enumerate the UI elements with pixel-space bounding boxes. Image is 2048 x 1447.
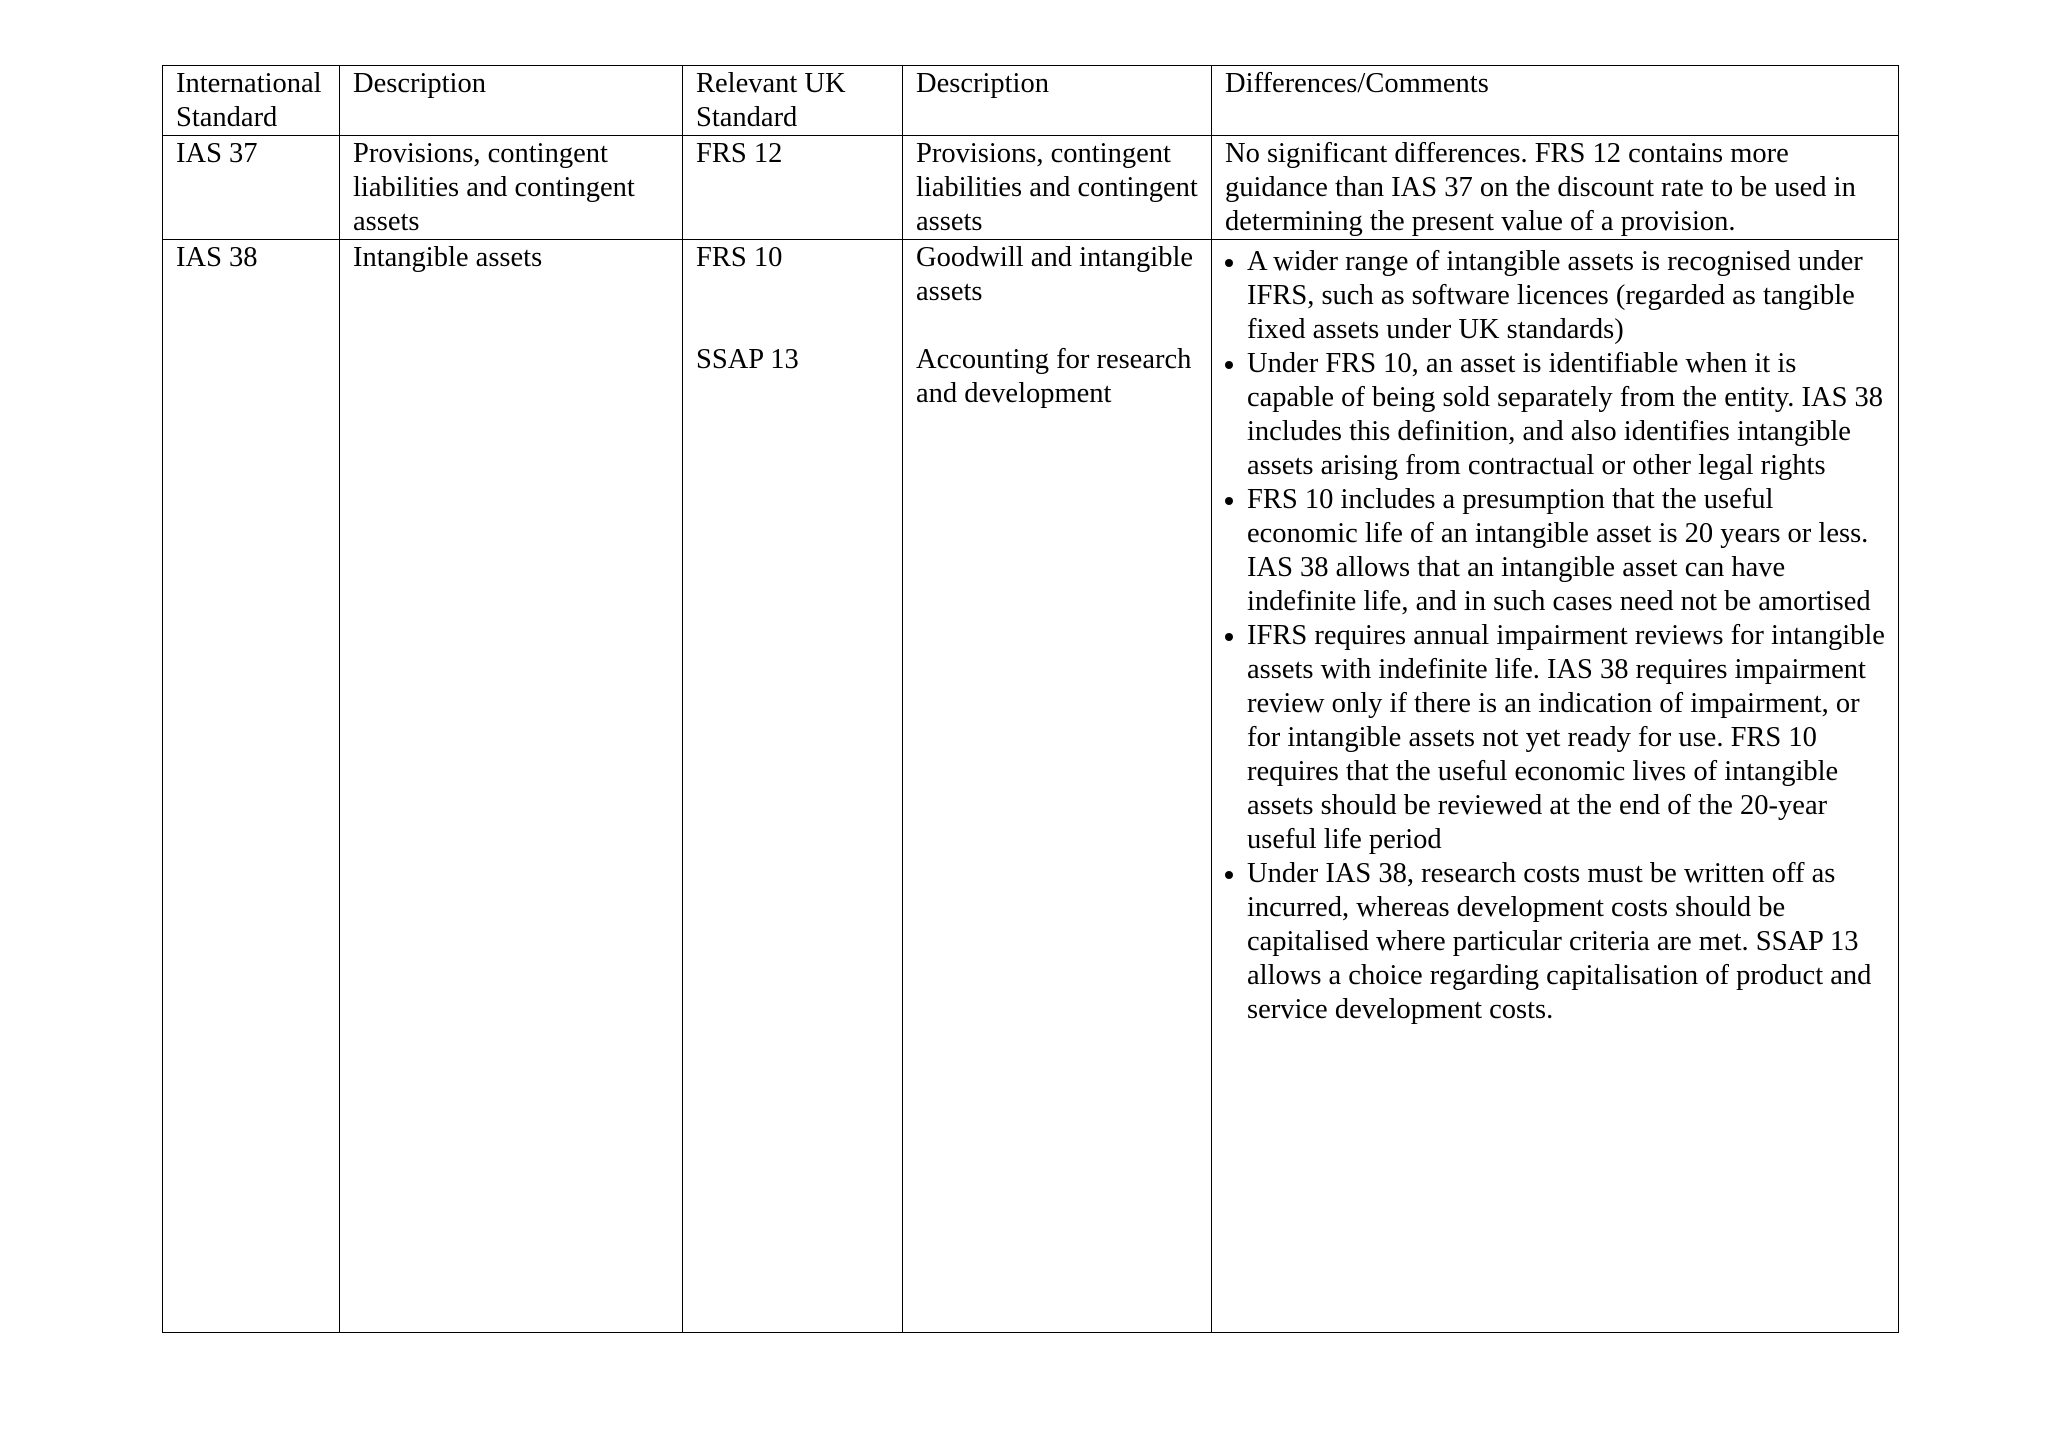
- list-item: [1225, 483, 1886, 619]
- uk-standard-cell: [683, 136, 903, 240]
- uk-standard-description: Goodwill and intangible assets: [916, 242, 1194, 307]
- uk-description-cell: [903, 136, 1212, 240]
- header-international-standard: International Standard: [163, 66, 340, 136]
- bullet-icon: [1225, 259, 1233, 267]
- uk-standard-description: Accounting for research and development: [916, 344, 1192, 409]
- bullet-icon: [1225, 633, 1233, 641]
- uk-standard-code: FRS 10: [696, 242, 783, 273]
- header-differences-comments: Differences/Comments: [1212, 66, 1899, 136]
- comment-bullet-text: Under IAS 38, research costs must be written off as incurred, whereas development costs should be capitalised where particular criteria are met. SSAP 13 allows a choice regarding capitalisation of product and service development costs.: [1247, 858, 1872, 1025]
- comment-bullet-text: Under FRS 10, an asset is identifiable when it is capable of being sold separately from the entity. IAS 38 includes this definition, and also identifies intangible assets arising from contractual or other legal rights: [1247, 348, 1884, 481]
- bullet-icon: [1225, 361, 1233, 369]
- comment-bullet-text: A wider range of intangible assets is recognised under IFRS, such as software licences (regarded as tangible fixed assets under UK standards): [1247, 246, 1863, 345]
- uk-standard-code: SSAP 13: [696, 344, 799, 375]
- standards-comparison-table: [162, 65, 1899, 1333]
- list-item: [1225, 857, 1886, 1027]
- comment-bullet-list: [1225, 245, 1886, 1027]
- header-relevant-uk-standard: Relevant UK Standard: [683, 66, 903, 136]
- comment-bullet-text: FRS 10 includes a presumption that the useful economic life of an intangible asset is 20 years or less. IAS 38 allows that an intangible asset can have indefinite life, and in such cases need not be amortised: [1247, 484, 1871, 617]
- bullet-icon: [1225, 497, 1233, 505]
- header-uk-description: Description: [903, 66, 1212, 136]
- list-item: [1225, 619, 1886, 857]
- comments-cell: [1212, 240, 1899, 1333]
- uk-description-cell: [903, 240, 1212, 1333]
- list-item: [1225, 245, 1886, 347]
- international-standard-cell: IAS 37: [163, 136, 340, 240]
- list-item: [1225, 347, 1886, 483]
- uk-standard-description: Provisions, contingent liabilities and contingent assets: [916, 138, 1198, 237]
- bullet-icon: [1225, 871, 1233, 879]
- description-cell: Intangible assets: [340, 240, 683, 1333]
- comment-bullet-text: IFRS requires annual impairment reviews for intangible assets with indefinite life. IAS 38 requires impairment review only if there is an indication of impairment, or for intangible assets not yet ready for use. FRS 10 requires that the useful economic lives of intangible assets should be reviewed at the end of the 20-year useful life period: [1247, 620, 1885, 855]
- table-row: [163, 240, 1899, 1333]
- international-standard-cell: IAS 38: [163, 240, 340, 1333]
- table-header-row: [163, 66, 1899, 136]
- comments-cell: No significant differences. FRS 12 contains more guidance than IAS 37 on the discount rate to be used in determining the present value of a provision.: [1212, 136, 1899, 240]
- description-cell: Provisions, contingent liabilities and contingent assets: [340, 136, 683, 240]
- table-row: [163, 136, 1899, 240]
- header-description: Description: [340, 66, 683, 136]
- uk-standard-code: FRS 12: [696, 138, 783, 169]
- uk-standard-cell: [683, 240, 903, 1333]
